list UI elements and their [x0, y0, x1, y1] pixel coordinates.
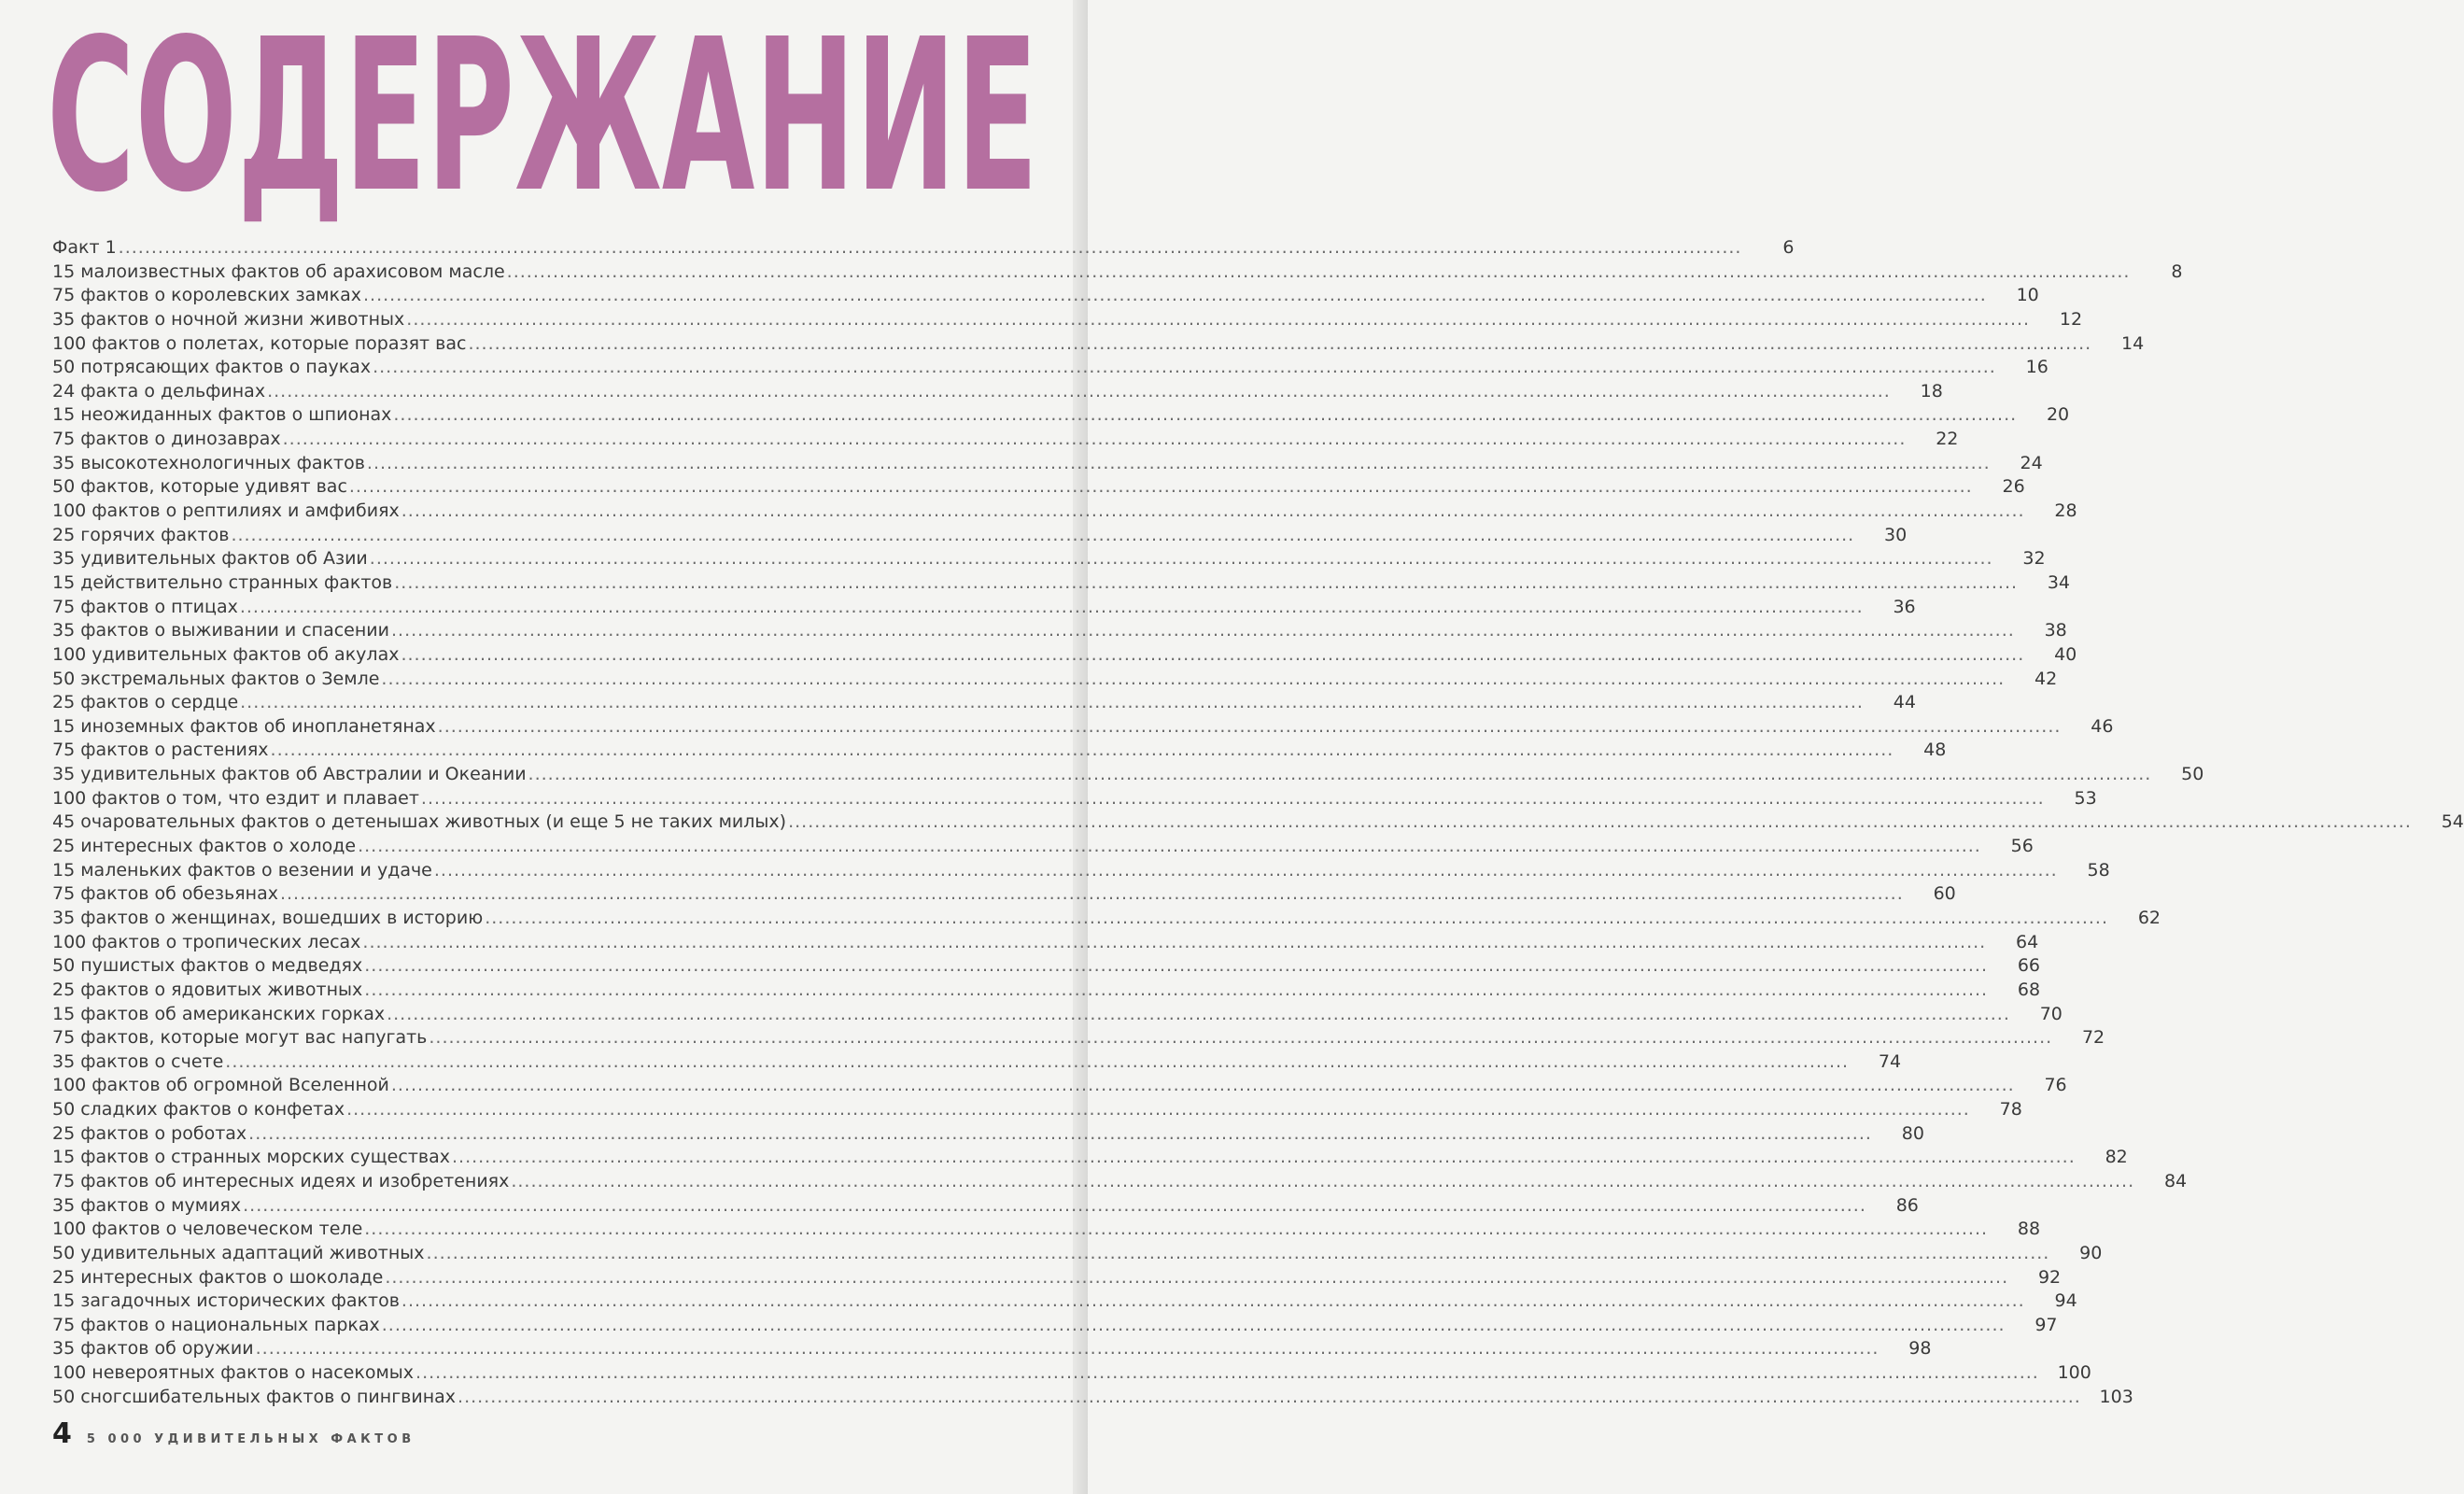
- dot-leader: [382, 1314, 2006, 1338]
- toc-entry-page-number: 60: [1933, 883, 1956, 905]
- dot-leader: [364, 979, 1988, 1003]
- toc-entry-title: 25 фактов о роботах: [52, 1122, 247, 1144]
- toc-entry-title: 50 сногсшибательных фактов о пингвинах: [52, 1386, 457, 1407]
- toc-entry-page-number: 46: [2091, 715, 2114, 737]
- dot-leader: [349, 475, 1973, 500]
- toc-entry-title: 25 фактов о ядовитых животных: [52, 979, 363, 1000]
- toc-entry-page-number: 22: [1936, 429, 1959, 450]
- dot-leader: [346, 1098, 1970, 1122]
- dot-leader: [421, 787, 2045, 811]
- toc-entry[interactable]: [52, 1218, 2041, 1242]
- dot-leader: [256, 1337, 1880, 1361]
- toc-entry-title: 25 интересных фактов о холоде: [52, 836, 357, 857]
- toc-entry[interactable]: [52, 1386, 2133, 1410]
- toc-entry-page-number: 30: [1884, 524, 1908, 545]
- toc-entry[interactable]: [52, 475, 2025, 500]
- dot-leader: [373, 356, 1996, 380]
- toc-entry-title: 35 фактов о выживании и спасении: [52, 620, 389, 641]
- toc-entry-page-number: 84: [2163, 1170, 2188, 1191]
- toc-entry[interactable]: [52, 596, 1916, 620]
- toc-entry[interactable]: [52, 1170, 2188, 1194]
- toc-entry-page-number: 100: [2057, 1362, 2091, 1384]
- toc-entry[interactable]: [52, 979, 2041, 1003]
- toc-entry[interactable]: [52, 547, 2046, 571]
- toc-entry-title: 45 очаровательных фактов о детенышах животных (и еще 5 не таких милых): [52, 811, 787, 833]
- dot-leader: [511, 1170, 2134, 1194]
- toc-entry[interactable]: [52, 308, 2083, 332]
- toc-entry[interactable]: [52, 284, 2039, 308]
- toc-entry-page-number: 34: [2047, 571, 2071, 593]
- toc-entry-page-number: 32: [2022, 548, 2046, 570]
- toc-entry-page-number: 20: [2046, 404, 2070, 426]
- toc-entry-title: 50 экстремальных фактов о Земле: [52, 668, 380, 689]
- dot-leader: [387, 1003, 2010, 1027]
- toc-entry[interactable]: [52, 1242, 2103, 1266]
- toc-entry-title: 75 фактов об интересных идеях и изобретениях: [52, 1170, 510, 1191]
- toc-entry[interactable]: [52, 763, 2204, 787]
- toc-entry-title: 15 фактов о странных морских существах: [52, 1147, 450, 1168]
- dot-leader: [528, 763, 2152, 787]
- running-title: 5 000 УДИВИТЕЛЬНЫХ ФАКТОВ: [86, 1432, 415, 1446]
- dot-leader: [394, 571, 2018, 596]
- toc-entry-page-number: 54: [2441, 811, 2464, 833]
- toc-entry-title: 35 удивительных фактов об Австралии и Океании: [52, 764, 527, 785]
- toc-entry[interactable]: [52, 356, 2049, 380]
- toc-entry[interactable]: [52, 571, 2071, 596]
- toc-entry-title: 35 фактов о ночной жизни животных: [52, 308, 405, 330]
- toc-entry-page-number: 6: [1782, 237, 1795, 258]
- toc-entry-page-number: 56: [2010, 836, 2034, 857]
- toc-entry-page-number: 26: [2002, 476, 2025, 498]
- dot-leader: [362, 931, 1986, 955]
- toc-entry[interactable]: [52, 380, 1943, 404]
- dot-leader: [427, 1242, 2050, 1266]
- toc-entry-title: 15 действительно странных фактов: [52, 571, 393, 593]
- dot-leader: [415, 1361, 2039, 1386]
- toc-entry-title: 15 фактов об американских горках: [52, 1003, 386, 1024]
- dot-leader: [468, 332, 2091, 357]
- toc-entry[interactable]: [52, 810, 2464, 835]
- toc-entry-page-number: 94: [2054, 1290, 2077, 1312]
- dot-leader: [231, 524, 1854, 548]
- toc-entry-page-number: 50: [2181, 764, 2204, 785]
- dot-leader: [391, 619, 2015, 643]
- toc-entry-title: 50 потрясающих фактов о пауках: [52, 357, 372, 378]
- toc-entry[interactable]: [52, 715, 2114, 740]
- toc-entry-title: 75 фактов о королевских замках: [52, 285, 361, 306]
- dot-leader: [438, 715, 2062, 740]
- dot-leader: [452, 1146, 2076, 1170]
- dot-leader: [271, 739, 1894, 763]
- toc-entry[interactable]: [52, 1266, 2062, 1290]
- toc-entry[interactable]: [52, 1361, 2091, 1386]
- toc-entry-page-number: 48: [1923, 740, 1947, 761]
- toc-entry-title: 75 фактов о динозаврах: [52, 429, 281, 450]
- toc-entry-page-number: 88: [2017, 1219, 2041, 1240]
- dot-leader: [364, 1218, 1988, 1242]
- dot-leader: [248, 1122, 1872, 1147]
- dot-leader: [401, 643, 2024, 668]
- toc-entry[interactable]: [52, 907, 2161, 931]
- dot-leader: [370, 547, 1993, 571]
- dot-leader: [225, 1050, 1849, 1075]
- toc-entry-page-number: 8: [2171, 261, 2183, 282]
- toc-entry-title: 100 удивительных фактов об акулах: [52, 643, 400, 665]
- toc-entry-page-number: 90: [2079, 1242, 2103, 1263]
- toc-entry[interactable]: [52, 1122, 1924, 1147]
- toc-entry[interactable]: [52, 882, 1956, 907]
- toc-entry-title: 35 удивительных фактов об Азии: [52, 548, 368, 570]
- dot-leader: [406, 308, 2030, 332]
- toc-entry[interactable]: [52, 835, 2034, 859]
- toc-entry-page-number: 10: [2016, 285, 2039, 306]
- toc-entry[interactable]: [52, 1098, 2022, 1122]
- toc-entry-page-number: 92: [2037, 1266, 2062, 1288]
- toc-entry[interactable]: [52, 236, 1795, 261]
- toc-entry-title: 15 загадочных исторических фактов: [52, 1290, 400, 1312]
- page-title-text: СОДЕРЖАНИЕ: [47, 0, 1038, 239]
- page-title: [47, 0, 1060, 239]
- dot-leader: [434, 859, 2058, 883]
- toc-entry[interactable]: [52, 619, 2067, 643]
- toc-entry-page-number: 62: [2137, 907, 2161, 928]
- dot-leader: [401, 500, 2025, 524]
- dot-leader: [240, 691, 1864, 715]
- toc-entry-page-number: 97: [2035, 1314, 2058, 1335]
- dot-leader: [391, 1074, 2015, 1098]
- toc-entry-page-number: 68: [2017, 979, 2041, 1000]
- toc-entry-title: 100 невероятных фактов о насекомых: [52, 1362, 415, 1384]
- toc-entry[interactable]: [52, 1290, 2077, 1314]
- dot-leader: [393, 403, 2017, 428]
- toc-entry-page-number: 58: [2087, 859, 2110, 881]
- toc-entry-page-number: 98: [1908, 1338, 1932, 1360]
- dot-leader: [429, 1026, 2052, 1050]
- dot-leader: [243, 1194, 1866, 1219]
- toc-entry[interactable]: [52, 1194, 1919, 1219]
- table-of-contents: [52, 236, 2464, 1409]
- dot-leader: [507, 261, 2131, 285]
- toc-entry-page-number: 36: [1893, 596, 1916, 617]
- dot-leader: [485, 907, 2108, 931]
- toc-entry-title: Факт 1: [52, 237, 117, 258]
- toc-entry-page-number: 44: [1893, 692, 1916, 713]
- toc-entry-title: 15 иноземных фактов об инопланетянах: [52, 715, 436, 737]
- toc-entry[interactable]: [52, 500, 2077, 524]
- toc-entry-page-number: 40: [2054, 643, 2077, 665]
- toc-entry-title: 100 фактов о тропических лесах: [52, 931, 361, 952]
- dot-leader: [363, 284, 1987, 308]
- toc-entry[interactable]: [52, 403, 2070, 428]
- toc-entry[interactable]: [52, 1146, 2128, 1170]
- toc-entry-title: 25 фактов о сердце: [52, 692, 239, 713]
- toc-entry-title: 100 фактов о рептилиях и амфибиях: [52, 500, 400, 522]
- toc-entry-title: 15 маленьких фактов о везении и удаче: [52, 859, 432, 881]
- toc-entry-page-number: 74: [1878, 1050, 1902, 1072]
- toc-entry-title: 35 высокотехнологичных фактов: [52, 452, 365, 473]
- page-footer: [52, 1417, 415, 1464]
- toc-entry-title: 100 фактов о полетах, которые поразят вас: [52, 332, 467, 354]
- dot-leader: [367, 452, 1991, 476]
- toc-entry-title: 100 фактов о том, что ездит и плавает: [52, 787, 419, 809]
- toc-entry[interactable]: [52, 261, 2183, 285]
- toc-entry[interactable]: [52, 332, 2145, 357]
- toc-entry[interactable]: [52, 1337, 1932, 1361]
- toc-entry-title: 24 факта о дельфинах: [52, 380, 266, 402]
- toc-entry-title: 50 фактов, которые удивят вас: [52, 476, 347, 498]
- toc-entry-title: 75 фактов, которые могут вас напугать: [52, 1027, 428, 1049]
- toc-entry-title: 100 фактов об огромной Вселенной: [52, 1075, 389, 1096]
- toc-entry[interactable]: [52, 1026, 2105, 1050]
- toc-entry-title: 35 фактов об оружии: [52, 1338, 254, 1360]
- dot-leader: [280, 882, 1904, 907]
- toc-entry[interactable]: [52, 1050, 1902, 1075]
- toc-entry[interactable]: [52, 452, 2043, 476]
- toc-entry-title: 35 фактов о женщинах, вошедших в историю: [52, 907, 484, 928]
- dot-leader: [119, 236, 1742, 261]
- toc-entry-title: 15 малоизвестных фактов об арахисовом масле: [52, 261, 505, 282]
- toc-entry-page-number: 86: [1895, 1194, 1919, 1216]
- toc-entry-title: 75 фактов об обезьянах: [52, 883, 278, 905]
- toc-entry-title: 25 горячих фактов: [52, 524, 230, 545]
- toc-entry-page-number: 70: [2039, 1003, 2063, 1024]
- toc-entry[interactable]: [52, 1074, 2067, 1098]
- toc-entry-page-number: 103: [2099, 1386, 2133, 1407]
- toc-entry-title: 35 фактов о мумиях: [52, 1194, 242, 1216]
- toc-entry-page-number: 28: [2054, 500, 2077, 522]
- dot-leader: [385, 1266, 2008, 1290]
- toc-entry[interactable]: [52, 643, 2077, 668]
- dot-leader: [358, 835, 1981, 859]
- toc-entry-page-number: 82: [2105, 1147, 2128, 1168]
- toc-entry-page-number: 24: [2020, 452, 2043, 473]
- dot-leader: [401, 1290, 2025, 1314]
- dot-leader: [458, 1386, 2081, 1410]
- toc-entry[interactable]: [52, 1003, 2063, 1027]
- dot-leader: [240, 596, 1864, 620]
- toc-entry-title: 100 фактов о человеческом теле: [52, 1219, 363, 1240]
- toc-entry-title: 25 интересных фактов о шоколаде: [52, 1266, 384, 1288]
- toc-entry[interactable]: [52, 668, 2058, 692]
- toc-entry-title: 50 пушистых фактов о медведях: [52, 955, 363, 977]
- toc-entry[interactable]: [52, 931, 2039, 955]
- toc-entry-page-number: 38: [2044, 620, 2067, 641]
- dot-leader: [267, 380, 1891, 404]
- toc-entry[interactable]: [52, 428, 1959, 452]
- toc-entry[interactable]: [52, 691, 1916, 715]
- toc-entry-page-number: 12: [2059, 308, 2083, 330]
- toc-entry-page-number: 64: [2016, 931, 2039, 952]
- toc-entry-page-number: 53: [2074, 787, 2097, 809]
- toc-entry-page-number: 78: [1999, 1099, 2022, 1120]
- toc-entry-title: 50 удивительных адаптаций животных: [52, 1242, 425, 1263]
- toc-entry[interactable]: [52, 859, 2110, 883]
- dot-leader: [788, 810, 2412, 835]
- toc-entry-page-number: 16: [2025, 357, 2049, 378]
- dot-leader: [283, 428, 1907, 452]
- toc-entry-title: 15 неожиданных фактов о шпионах: [52, 404, 392, 426]
- dot-leader: [381, 668, 2005, 692]
- toc-entry-page-number: 76: [2044, 1075, 2067, 1096]
- toc-entry-page-number: 18: [1920, 380, 1943, 402]
- toc-entry-title: 35 фактов о счете: [52, 1050, 224, 1072]
- toc-entry-page-number: 14: [2121, 332, 2145, 354]
- toc-entry[interactable]: [52, 787, 2097, 811]
- toc-entry-title: 50 сладких фактов о конфетах: [52, 1099, 345, 1120]
- toc-entry[interactable]: [52, 954, 2041, 979]
- dot-leader: [364, 954, 1988, 979]
- toc-entry-page-number: 72: [2081, 1027, 2105, 1049]
- toc-entry-page-number: 66: [2017, 955, 2041, 977]
- toc-entry-title: 75 фактов о птицах: [52, 596, 238, 617]
- toc-entry[interactable]: [52, 1314, 2058, 1338]
- toc-entry[interactable]: [52, 739, 1947, 763]
- toc-entry-title: 75 фактов о растениях: [52, 740, 269, 761]
- toc-entry-page-number: 42: [2035, 668, 2058, 689]
- toc-entry-page-number: 80: [1901, 1122, 1924, 1144]
- page-number: 4: [52, 1417, 72, 1450]
- toc-entry[interactable]: [52, 524, 1908, 548]
- toc-entry-title: 75 фактов о национальных парках: [52, 1314, 380, 1335]
